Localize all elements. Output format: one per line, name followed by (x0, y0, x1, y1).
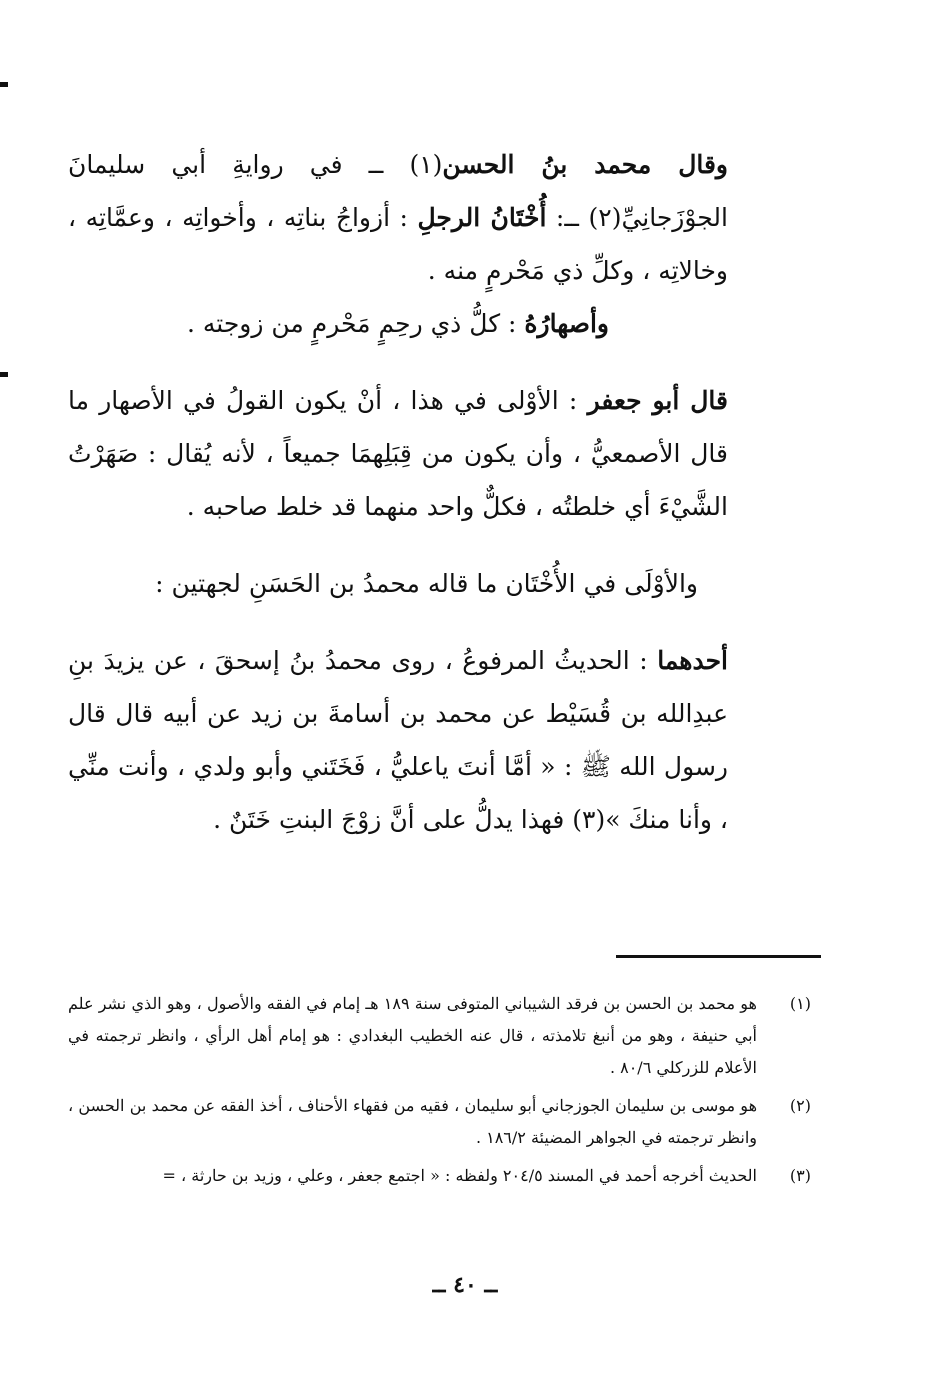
paragraph-akhtan (68, 138, 728, 297)
first-reason-text: : الحديثُ المرفوعُ ، روى محمدُ بنُ إسحقَ ، عن يزيدَ بنِ عبدِالله بن قُسَيْط عن محمد بن أسامةَ بن زيد عن أبيه قال قال رسول الله ﷺ : « أمَّا أنتَ ياعليُّ ، فَخَتَني وأبو ولدي ، وأنت منِّي ، وأنا منكَ »(٣) فهذا يدلُّ على أنَّ زوْجَ البنتِ خَتَنٌ . (68, 646, 728, 834)
footnote-number: (٢) (789, 1096, 811, 1115)
definition-ashar: : كلُّ ذي رحِمٍ مَحْرمٍ من زوجته . (187, 309, 525, 338)
footnote-number: (١) (789, 994, 811, 1013)
footnote-1 (68, 988, 811, 1084)
footnote-separator (616, 955, 821, 958)
main-text (68, 138, 728, 846)
footnotes (68, 988, 811, 1198)
footnote-3 (68, 1160, 811, 1192)
paragraph-two-reasons: والأوْلَى في الأُخْتَان ما قاله محمدُ بن الحَسَنِ لجهتين : (155, 569, 698, 598)
term-akhtan: أُخْتَانُ الرجلِ (417, 203, 547, 232)
paragraph-ashar (68, 297, 728, 350)
abu-jafar-text: : الأوْلى في هذا ، أنْ يكون القولُ في الأصهار ما قال الأصمعيُّ ، وأن يكون من قِبَلِهمَا جميعاً ، لأنه يُقال : صَهَرْتُ الشَّيْءَ أي خلطتُه ، فكلٌّ واحد منهما قد خلط صاحبه . (68, 386, 728, 521)
speaker-name: وقال محمد بنُ الحسن (442, 150, 728, 179)
paragraph-abu-jafar (68, 374, 728, 533)
edge-mark-top (0, 82, 8, 87)
paragraph-first-reason (68, 634, 728, 846)
edge-mark-middle (0, 372, 8, 377)
footnote-text: هو موسى بن سليمان الجوزجاني أبو سليمان ، فقيه من فقهاء الأحناف ، أخذ الفقه عن محمد بن الحسن ، وانظر ترجمته في الجواهر المضيئة ١٨٦/٢ . (68, 1096, 758, 1147)
definition-akhtan: : أزواجُ بناتِه ، وأخواتِه ، وعمَّاتِه ، وخالاتِه ، وكلِّ ذي مَحْرمٍ منه . (68, 203, 728, 285)
footnote-2 (68, 1090, 811, 1154)
footnote-text: هو محمد بن الحسن بن فرقد الشيباني المتوفى سنة ١٨٩ هـ إمام في الفقه والأصول ، وهو الذي نشر علم أبي حنيفة ، وهو من أنبغ تلامذته ، قال عنه الخطيب البغدادي : هو إمام أهل الرأي ، وانظر ترجمته في الأعلام للزركلي ٨٠/٦ . (68, 994, 757, 1077)
speaker-abu-jafar: قال أبو جعفر (587, 386, 728, 415)
footnote-number: (٣) (789, 1166, 811, 1185)
first-reason-label: أحدهما (657, 646, 728, 675)
page-number: ــ ٤٠ ــ (432, 1272, 498, 1298)
narration-text: (١) ــ في روايةِ أبي سليمانَ الجوْزَجانِيِّ(٢) ــ: (68, 150, 728, 232)
footnote-text: الحديث أخرجه أحمد في المسند ٢٠٤/٥ ولفظه : « اجتمع جعفر ، وعلي ، وزيد بن حارثة ، = (162, 1166, 757, 1185)
term-ashar: وأصهارُهُ (524, 309, 609, 338)
